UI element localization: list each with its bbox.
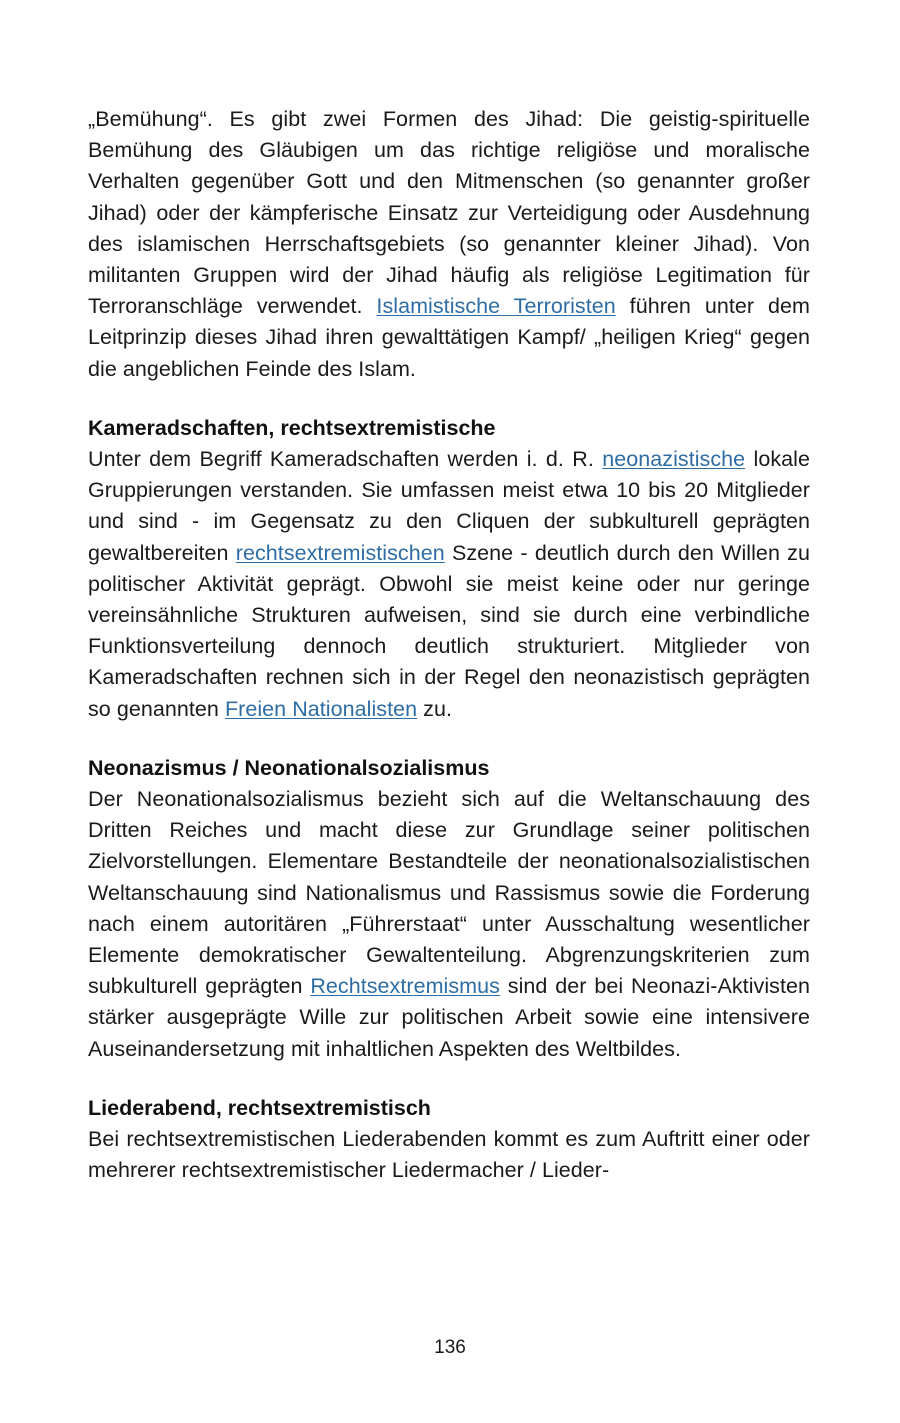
link-rechtsextremistischen[interactable]: rechtsextremistischen (235, 540, 445, 565)
paragraph-text-part: Unter dem Begriff Kameradschaften werden i. d. R. (88, 447, 603, 472)
link-islamistische-terroristen[interactable]: Islamistische Terroristen (376, 294, 616, 319)
paragraph-text-part: Bei rechtsextremistischen Liederabenden kommt es zum Auftritt einer oder mehrerer rechtsextremistischer Liedermacher / Lieder- (88, 1127, 810, 1183)
paragraph-text-part: Der Neonationalsozialismus bezieht sich auf die Weltanschauung des Dritten Reiches und macht diese zur Grundlage seiner politischen Zielvorstellungen. Elementare Bestandteile der neonationalsozialistischen Weltanschauung sind Nationalismus und Rassismus sowie die Forderung nach einem autoritären „Führerstaat“ unter Ausschaltung wesentlicher Elemente demokratischer Gewaltenteilung. Abgrenzungskriterien zum subkulturell geprägten (88, 787, 810, 999)
heading-neonazismus: Neonazismus / Neonationalsozialismus (88, 755, 490, 780)
paragraph-kameradschaften (88, 444, 810, 725)
heading-kameradschaften: Kameradschaften, rechtsextremistische (88, 415, 496, 440)
paragraph-text-part: lokale Gruppierungen verstanden. Sie umfassen meist etwa 10 bis 20 Mitglieder und sind - im Gegensatz zu den Cliquen der subkulturell geprägten gewaltbereiten (88, 447, 810, 565)
paragraph-text-part: zu. (417, 696, 453, 721)
spacer (88, 385, 810, 413)
spacer (88, 1065, 810, 1093)
page-number: 136 (434, 1337, 466, 1358)
paragraph-neonazismus (88, 784, 810, 1065)
page-content (88, 104, 810, 1187)
heading-liederabend: Liederabend, rechtsextremistisch (88, 1095, 431, 1120)
link-rechtsextremismus[interactable]: Rechtsextremismus (310, 974, 500, 999)
paragraph-text-part: „Bemühung“. Es gibt zwei Formen des Jihad: Die geistig-spirituelle Bemühung des Gläubigen um das richtige religiöse und moralische Verhalten gegenüber Gott und den Mitmenschen (so genannter großer Jihad) oder der kämpferische Einsatz zur Verteidigung oder Ausdehnung des islamischen Herrschaftsgebiets (so genannter kleiner Jihad). Von militanten Gruppen wird der Jihad häufig als religiöse Legitimation für Terroranschläge verwendet. (88, 107, 810, 319)
paragraph-text-part: führen unter dem Leitprinzip dieses Jihad ihren gewalttätigen Kampf/ „heiligen Krieg“ gegen die angeblichen Feinde des Islam. (88, 294, 810, 381)
link-freien-nationalisten[interactable]: Freien Nationalisten (224, 696, 418, 721)
paragraph-liederabend (88, 1124, 810, 1186)
spacer (88, 725, 810, 753)
paragraph-text-part: Szene - deutlich durch den Willen zu politischer Aktivität geprägt. Obwohl sie meist keine oder nur geringe vereinsähnliche Strukturen aufweisen, sind sie durch eine verbindliche Funktionsverteilung dennoch deutlich strukturiert. Mitglieder von Kameradschaften rechnen sich in der Regel den neonazistisch geprägten so genannten (88, 540, 810, 721)
link-neonazistische[interactable]: neonazistische (602, 447, 746, 472)
paragraph-jihad-continuation (88, 104, 810, 385)
paragraph-text-part: sind der bei Neonazi-Aktivisten stärker ausgeprägte Wille zur politischen Arbeit sowie eine intensivere Auseinandersetzung mit inhaltlichen Aspekten des Weltbildes. (88, 974, 810, 1061)
